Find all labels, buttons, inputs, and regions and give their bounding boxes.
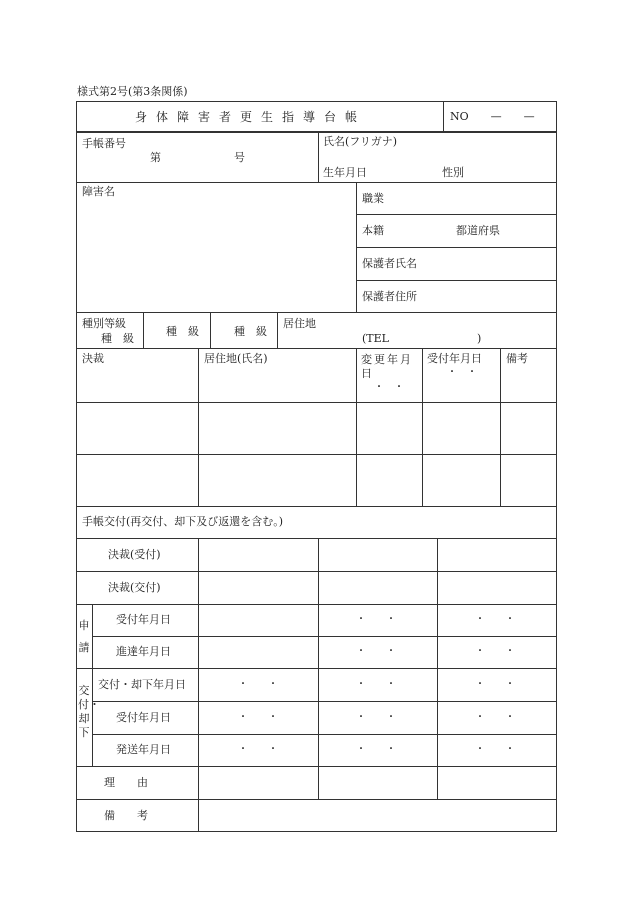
grade-divider-2 <box>210 312 211 348</box>
iss-line-3 <box>92 636 557 637</box>
guardian-address-label: 保護者住所 <box>362 290 417 303</box>
iss-line-4 <box>76 668 557 669</box>
forwarded-date-label: 進達年月日 <box>116 645 171 658</box>
dai-label: 第 <box>150 151 161 164</box>
form-number: 様式第2号(第3条関係) <box>77 85 188 98</box>
title-divider <box>443 101 444 132</box>
iss-line-1 <box>76 571 557 572</box>
residence-label: 居住地 <box>283 317 316 330</box>
change-date-header: 変更年月日 <box>361 353 413 380</box>
iss-line-5 <box>92 701 557 702</box>
decision-row-line-3 <box>76 506 557 507</box>
domicile-bottom-line <box>356 247 557 248</box>
row1-bottom-line <box>76 182 557 183</box>
disability-name-label: 障害名 <box>82 185 115 198</box>
row1-divider <box>318 132 319 182</box>
issuance-header: 手帳交付(再交付、却下及び返還を含む。) <box>82 515 284 528</box>
tel-label: (TEL ) <box>362 332 482 345</box>
residence-name-header: 居住地(氏名) <box>204 352 268 365</box>
decision-col-4 <box>500 348 501 506</box>
issuance-header-bottom <box>76 538 557 539</box>
grade-b-label: 種 級 <box>234 325 267 338</box>
iss-label-divider <box>198 538 199 832</box>
received-date-2-label: 受付年月日 <box>116 711 171 724</box>
birthdate-label: 生年月日 <box>323 166 367 179</box>
decision-row-line-2 <box>76 454 557 455</box>
form-title: 身体障害者更生指導台帳 <box>135 110 367 124</box>
received-date-header: 受付年月日 <box>427 352 482 365</box>
grade-top-line <box>76 312 557 313</box>
date-dots: ・ ・ <box>475 744 515 755</box>
occupation-label: 職業 <box>362 192 384 205</box>
iss-line-6 <box>92 734 557 735</box>
remarks-header: 備考 <box>506 352 528 365</box>
iss-col-divider-2 <box>437 538 438 799</box>
decision-col-2 <box>356 348 357 506</box>
domicile-label: 本籍 <box>362 224 384 237</box>
issue-reject-date-label: 交付・却下年月日 <box>98 678 186 691</box>
iss-col-divider-1 <box>318 538 319 799</box>
date-dots: ・ ・ <box>475 614 515 625</box>
decision-col-1 <box>198 348 199 506</box>
decision-header: 決裁 <box>82 352 104 365</box>
decision-received-label: 決裁(受付) <box>108 548 161 561</box>
grade-bottom-line <box>76 348 557 349</box>
date-dots: ・ ・ <box>238 744 278 755</box>
date-dots: ・ ・ <box>475 712 515 723</box>
occupation-bottom-line <box>356 214 557 215</box>
iss-line-7 <box>76 766 557 767</box>
sent-date-label: 発送年月日 <box>116 743 171 756</box>
name-kana-label: 氏名(フリガナ) <box>323 135 398 148</box>
go-label: 号 <box>234 151 245 164</box>
record-number-label: NO — — <box>450 110 535 123</box>
grade-divider-3 <box>277 312 278 348</box>
date-dots: ・ ・ <box>475 646 515 657</box>
received-date-label: 受付年月日 <box>116 613 171 626</box>
date-dots: ・ ・ <box>475 679 515 690</box>
date-dots: ・ ・ <box>356 679 396 690</box>
decision-row-line-1 <box>76 402 557 403</box>
date-dots: ・ ・ <box>238 712 278 723</box>
form-body <box>76 132 557 832</box>
date-dots: ・ ・ <box>238 679 278 690</box>
guardian-name-bottom-line <box>356 280 557 281</box>
iss-group-divider <box>92 604 93 766</box>
grade-a-label: 種 級 <box>166 325 199 338</box>
date-dots: ・ ・ <box>356 712 396 723</box>
remarks-label: 備 考 <box>104 809 148 822</box>
change-date-dots: ・ ・ <box>374 382 404 393</box>
grade-divider-1 <box>143 312 144 348</box>
type-grade-sub-label: 種 級 <box>101 332 134 345</box>
application-group-label: 申請 <box>78 619 90 654</box>
iss-line-8 <box>76 799 557 800</box>
received-date-dots: ・ ・ <box>447 367 477 378</box>
guardian-name-label: 保護者氏名 <box>362 257 417 270</box>
decision-col-3 <box>422 348 423 506</box>
notebook-number-label: 手帳番号 <box>82 137 126 150</box>
date-dots: ・ ・ <box>356 646 396 657</box>
reason-label: 理 由 <box>104 776 148 789</box>
prefecture-label: 都道府県 <box>456 224 500 237</box>
issue-reject-group-label: 交付・却下 <box>78 684 100 739</box>
iss-line-2 <box>76 604 557 605</box>
date-dots: ・ ・ <box>356 744 396 755</box>
sex-label: 性別 <box>442 166 464 179</box>
decision-issued-label: 決裁(交付) <box>108 581 161 594</box>
type-grade-label: 種別等級 <box>82 317 126 330</box>
date-dots: ・ ・ <box>356 614 396 625</box>
